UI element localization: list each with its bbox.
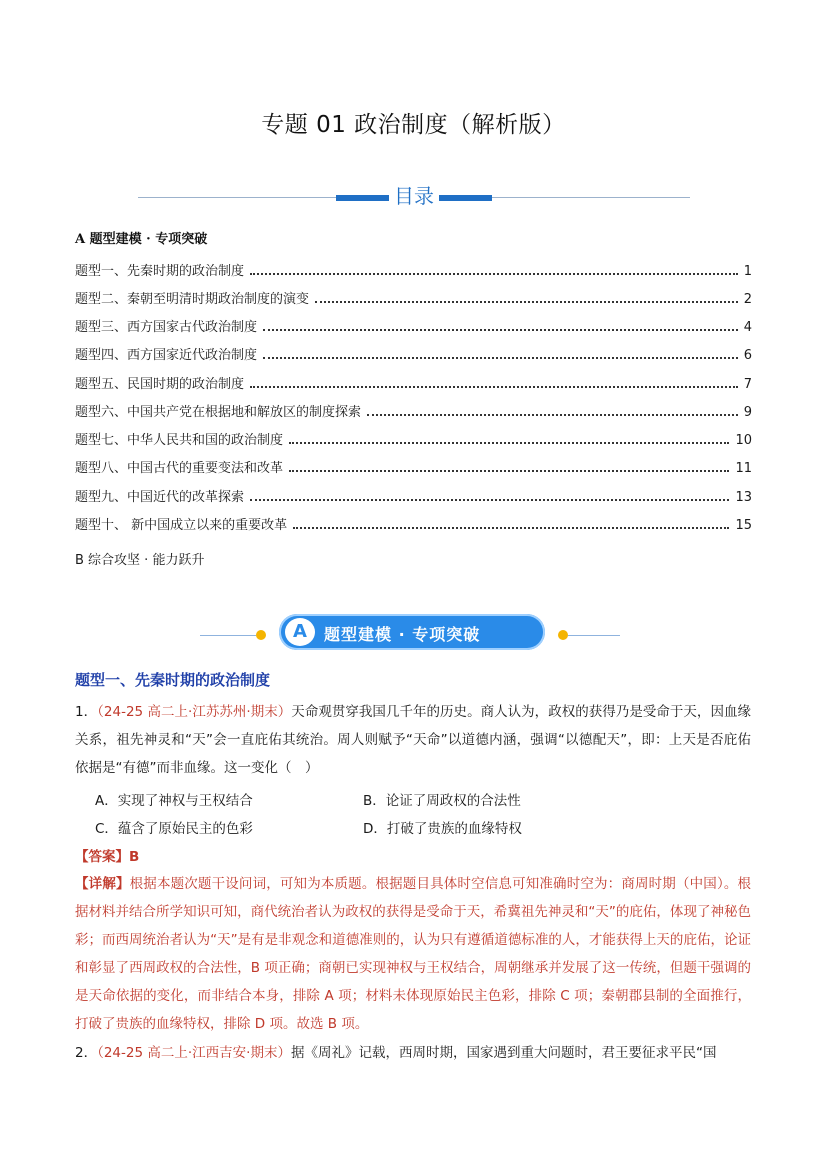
section-banner	[200, 612, 620, 656]
toc-item[interactable]: 题型十、 新中国成立以来的重要改革 15	[75, 518, 752, 533]
toc-leader	[315, 301, 738, 303]
option-b[interactable]: B．论证了周政权的合法性	[363, 793, 521, 809]
toc-leader	[263, 357, 738, 359]
toc-item[interactable]: 题型二、秦朝至明清时期政治制度的演变 2	[75, 292, 752, 307]
toc-item[interactable]: 题型八、中国古代的重要变法和改革 11	[75, 461, 752, 476]
answer-detail	[75, 870, 751, 1038]
banner-text: 题型建模 · 专项突破	[324, 625, 481, 644]
toc-leader	[250, 386, 738, 388]
question-source: （24-25 高二上·江苏苏州·期末）	[97, 704, 292, 720]
toc-leader	[250, 499, 729, 501]
answer	[75, 845, 139, 865]
banner-line-right	[568, 635, 620, 636]
toc-item[interactable]: 题型七、中华人民共和国的政治制度 10	[75, 433, 752, 448]
toc-item[interactable]: 题型三、西方国家古代政治制度 4	[75, 320, 752, 335]
toc-leader	[367, 414, 738, 416]
banner-line-left	[200, 635, 256, 636]
question-number: 2．	[75, 1045, 98, 1061]
divider-accent-right	[439, 195, 492, 201]
question-2-stem	[75, 1039, 751, 1067]
page-title: 专题 01 政治制度（解析版）	[261, 112, 566, 138]
option-a[interactable]: A．实现了神权与王权结合	[95, 793, 253, 809]
toc-leader	[250, 273, 738, 275]
option-d[interactable]: D．打破了贵族的血缘特权	[363, 821, 522, 837]
question-text: 天命观贯穿我国几千年的历史。商人认为，政权的获得乃是受命于天，因血缘关系，祖先神灵和“天”会一直庇佑其统治。周人则赋予“天命”以道德内涵，强调“以德配天”，即：上天是否庇佑依据是“有德”而非血缘。这一变化（ ）	[75, 704, 752, 776]
divider-right	[492, 197, 690, 198]
question-source: （24-25 高二上·江西吉安·期末）	[97, 1045, 291, 1061]
option-c[interactable]: C．蕴含了原始民主的色彩	[95, 821, 253, 837]
toc-leader	[289, 442, 729, 444]
banner-dot-left	[256, 630, 266, 640]
question-number: 1．	[75, 704, 98, 720]
toc-leader	[263, 329, 738, 331]
toc-label: 目录	[394, 184, 434, 208]
toc-item[interactable]: 题型四、西方国家近代政治制度 6	[75, 348, 752, 363]
toc-section-a: A 题型建模 · 专项突破	[75, 232, 208, 247]
toc-item[interactable]: 题型一、先秦时期的政治制度 1	[75, 264, 752, 279]
toc-header	[138, 178, 690, 212]
detail-text: 根据本题次题干设问词，可知为本质题。根据题目具体时空信息可知准确时空为：商周时期（中国）。根据材料并结合所学知识可知，商代统治者认为政权的获得是受命于天，希冀祖先神灵和“天”的庇佑，体现了神秘色彩；而西周统治者认为“天”是有是非观念和道德准则的，认为只有遵循道德标准的人，才能获得上天的庇佑，论证和彰显了西周政权的合法性，B 项正确；商朝已实现神权与王权结合，周朝继承并发展了这一传统，但题干强调的是天命依据的变化，而非结合本身，排除 A 项；材料未体现原始民主色彩，排除 C 项；秦朝郡县制的全面推行，打破了贵族的血缘特权，排除 D 项。故选 B 项。	[75, 876, 752, 1032]
divider-accent-left	[336, 195, 389, 201]
question-text: 据《周礼》记载，西周时期，国家遇到重大问题时，君王要征求平民“国	[290, 1045, 717, 1061]
toc-leader	[289, 470, 729, 472]
detail-label: 【详解】	[75, 876, 130, 892]
toc-leader	[293, 527, 729, 529]
banner-letter: A	[285, 618, 315, 646]
banner-dot-right	[558, 630, 568, 640]
divider-left	[138, 197, 336, 198]
answer-value: B	[129, 849, 140, 865]
toc-item[interactable]: 题型九、中国近代的改革探索 13	[75, 490, 752, 505]
question-1-stem	[75, 698, 751, 782]
type-heading: 题型一、先秦时期的政治制度	[75, 671, 271, 689]
toc-item[interactable]: 题型六、中国共产党在根据地和解放区的制度探索 9	[75, 405, 752, 420]
toc-section-b: B 综合攻坚 · 能力跃升	[75, 553, 205, 568]
answer-label: 【答案】	[75, 849, 129, 865]
toc-item[interactable]: 题型五、民国时期的政治制度 7	[75, 377, 752, 392]
